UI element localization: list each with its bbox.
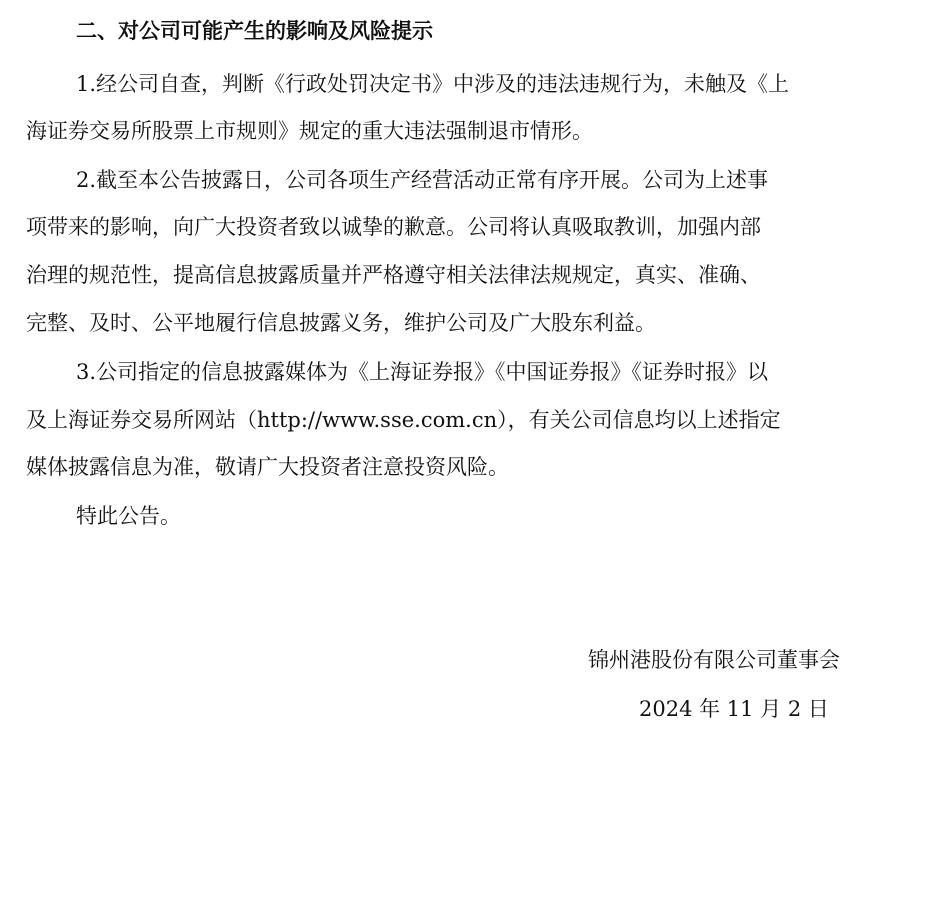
paragraph-3-line-1: 3.公司指定的信息披露媒体为《上海证券报》《中国证券报》《证券时报》以 xyxy=(76,360,769,384)
paragraph-2-line-1: 2.截至本公告披露日，公司各项生产经营活动正常有序开展。公司为上述事 xyxy=(76,168,769,192)
paragraph-1-line-2: 海证券交易所股票上市规则》规定的重大违法强制退市情形。 xyxy=(26,119,593,143)
paragraph-2-line-4: 完整、及时、公平地履行信息披露义务，维护公司及广大股东利益。 xyxy=(26,311,656,335)
paragraph-1-line-1: 1.经公司自查，判断《行政处罚决定书》中涉及的违法违规行为，未触及《上 xyxy=(76,72,790,96)
paragraph-2-line-2: 项带来的影响，向广大投资者致以诚挚的歉意。公司将认真吸取教训，加强内部 xyxy=(26,215,761,239)
closing-text: 特此公告。 xyxy=(76,504,181,528)
paragraph-3-line-2: 及上海证券交易所网站（http://www.sse.com.cn），有关公司信息均以上述指定 xyxy=(26,408,781,432)
signature-company: 锦州港股份有限公司董事会 xyxy=(588,648,840,672)
paragraph-3-line-3: 媒体披露信息为准，敬请广大投资者注意投资风险。 xyxy=(26,455,509,479)
signature-date: 2024 年 11 月 2 日 xyxy=(639,697,829,721)
section-heading: 二、对公司可能产生的影响及风险提示 xyxy=(76,19,433,43)
paragraph-2-line-3: 治理的规范性，提高信息披露质量并严格遵守相关法律法规规定，真实、准确、 xyxy=(26,263,761,287)
